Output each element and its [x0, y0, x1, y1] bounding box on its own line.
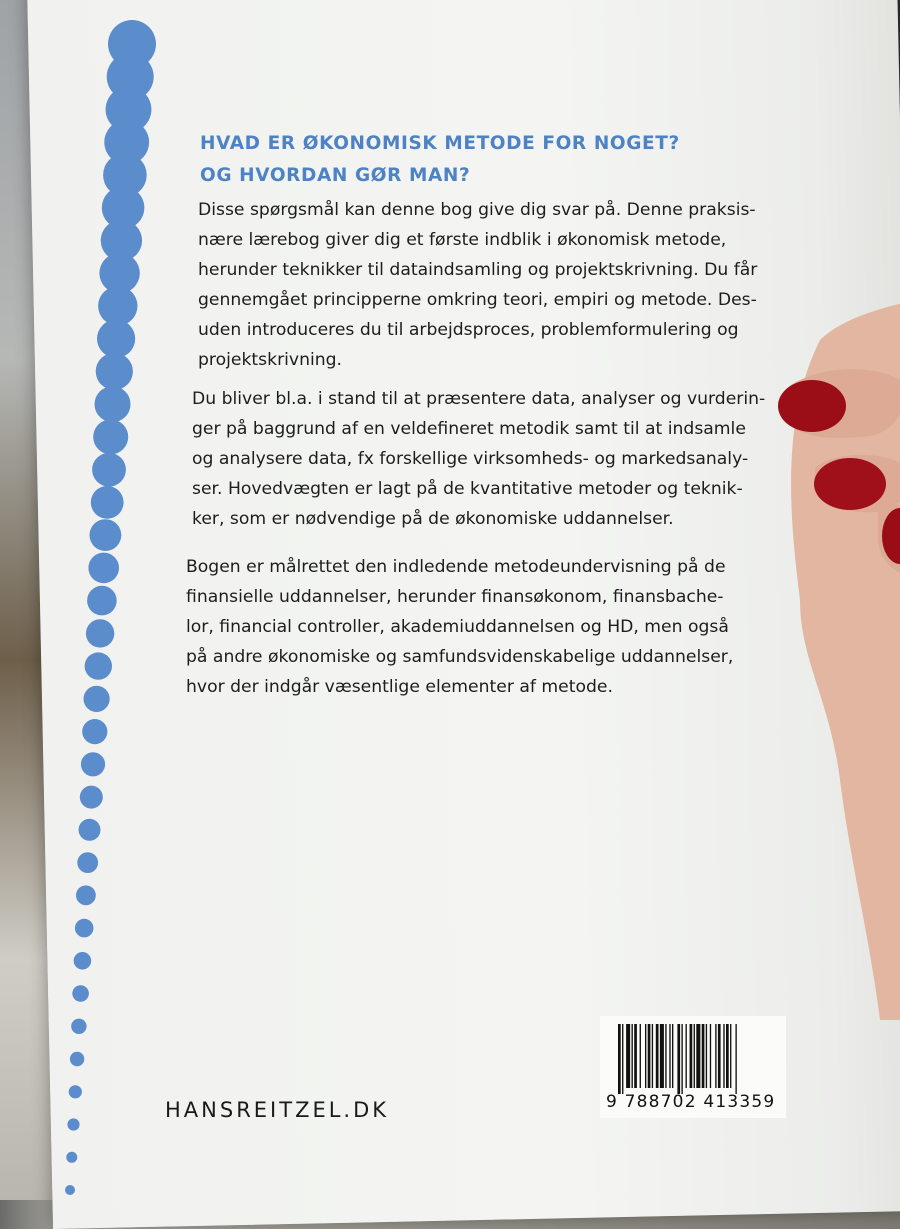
barcode-bar [669, 1024, 670, 1088]
barcode-bar [696, 1024, 700, 1088]
paragraph-line: hvor der indgår væsentlige elementer af metode. [186, 677, 613, 697]
barcode-bar [686, 1024, 687, 1088]
paragraph-line: projektskrivning. [198, 350, 343, 370]
fingernail-1 [778, 380, 846, 432]
paragraph-line: uden introduceres du til arbejdsproces, problemformulering og [198, 320, 739, 340]
barcode-bar [656, 1024, 659, 1088]
barcode-bar [706, 1024, 707, 1088]
paragraph-line: gennemgået principperne omkring teori, empiri og metode. Des- [198, 290, 757, 310]
barcode-bar [622, 1024, 623, 1094]
paragraph-line: nære lærebog giver dig et første indblik i økonomisk metode, [198, 230, 727, 250]
paragraph-2 [192, 384, 765, 534]
paragraph-line: finansielle uddannelser, herunder finansøkonom, finansbache- [186, 587, 724, 607]
barcode-bar [715, 1024, 716, 1088]
paragraph-line: lor, financial controller, akademiuddannelsen og HD, men også [186, 617, 729, 637]
barcode [600, 1016, 786, 1118]
barcode-bar [677, 1024, 680, 1094]
barcode-bar [645, 1024, 646, 1088]
paragraph-line: Du bliver bl.a. i stand til at præsentere data, analyser og vurderin- [192, 389, 766, 409]
barcode-bar [618, 1024, 621, 1094]
heading-line-2: OG HVORDAN GØR MAN? [200, 165, 471, 186]
barcode-bar [726, 1024, 729, 1088]
hand-holding-book [760, 300, 900, 1020]
barcode-bar [660, 1024, 664, 1088]
paragraph-1 [198, 195, 757, 375]
paragraph-line: Bogen er målrettet den indledende metodeundervisning på de [186, 557, 726, 577]
barcode-bar [681, 1024, 682, 1094]
barcode-bar [626, 1024, 630, 1088]
barcode-bar [632, 1024, 633, 1088]
barcode-bar [730, 1024, 731, 1088]
barcode-bar [648, 1024, 651, 1088]
barcode-bar [702, 1024, 705, 1088]
paragraph-line: ger på baggrund af en veldefineret metodik samt til at indsamle [192, 419, 746, 439]
paragraph-line: og analysere data, fx forskellige virksomheds- og markedsanaly- [192, 449, 749, 469]
barcode-bars [618, 1024, 776, 1094]
paragraph-line: ser. Hovedvægten er lagt på de kvantitative metoder og teknik- [192, 479, 743, 499]
cover-heading [200, 128, 760, 192]
barcode-bar [723, 1024, 724, 1088]
paragraph-line: ker, som er nødvendige på de økonomiske uddannelser. [192, 509, 674, 529]
fingernail-2 [814, 458, 886, 510]
barcode-bar [710, 1024, 711, 1088]
heading-line-1: HVAD ER ØKONOMISK METODE FOR NOGET? [200, 133, 680, 154]
barcode-bar [634, 1024, 637, 1088]
isbn-number: 9 788702 413359 [606, 1092, 776, 1112]
paragraph-line: på andre økonomiske og samfundsvidenskabelige uddannelser, [186, 647, 734, 667]
publisher-url: HANSREITZEL.DK [165, 1098, 390, 1122]
paragraph-line: herunder teknikker til dataindsamling og projektskrivning. Du får [198, 260, 758, 280]
barcode-bar [640, 1024, 641, 1088]
barcode-bar [652, 1024, 653, 1088]
paragraph-3 [186, 552, 733, 702]
barcode-bar [672, 1024, 673, 1088]
barcode-bar [735, 1024, 736, 1094]
barcode-bar [665, 1024, 666, 1088]
barcode-bar [690, 1024, 693, 1088]
barcode-bar [694, 1024, 695, 1088]
barcode-bar [718, 1024, 721, 1088]
paragraph-line: Disse spørgsmål kan denne bog give dig svar på. Denne praksis- [198, 200, 756, 220]
